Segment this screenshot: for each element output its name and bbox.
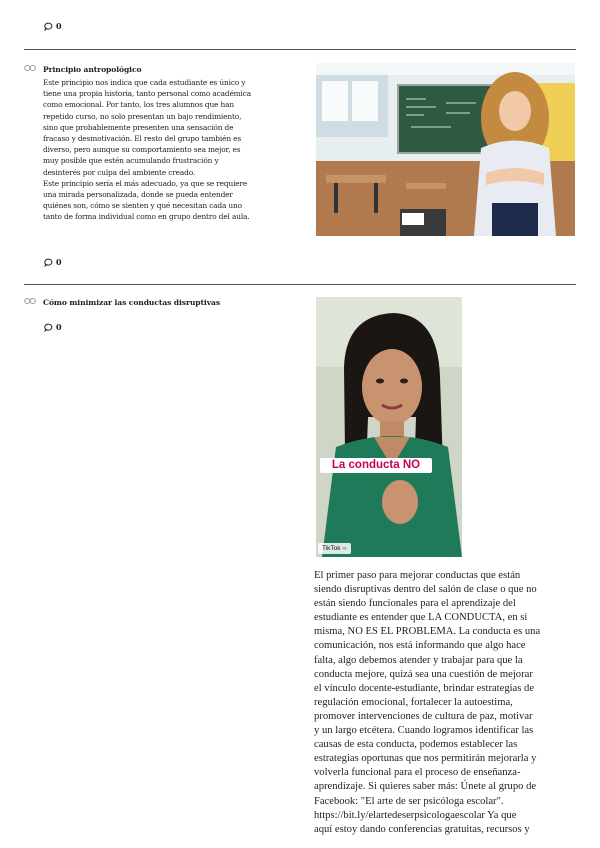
comment-counter-top[interactable]	[44, 21, 62, 31]
comment-icon	[44, 323, 53, 332]
section-divider	[24, 284, 576, 285]
video-thumbnail[interactable]	[316, 297, 462, 557]
comment-icon	[44, 22, 53, 31]
section-body: El primer paso para mejorar conductas que están siendo disruptivas dentro del salón de clase o que no están siendo funcionales para el aprendizaje del estudiante es entender que LA CONDUCTA, en si misma, NO ES EL PROBLEMA. La conducta es una comunicación, nos está informando que algo hace falta, algo debemos atender y trabajar para que la conducta mejore, quizá sea una cuestión de mejorar el vínculo docente-estudiante, brindar estrategias de regulación emocional, fortalecer la autoestima, promover intervenciones de cultura de paz, motivar y un largo etcétera. Cuando logramos identificar las causas de esta conducta, podemos establecer las estrategias oportunas que nos permitirán mejorarla y volverla funcional para el proceso de enseñanza- aprendizaje. Si quieres saber más: Únete al grupo de Facebook: "El arte de ser psicóloga escolar". https://bit.ly/elartedeserpsicologaescolar Ya que aquí estoy dando conferencias gratuitas, recursos y	[314, 570, 541, 835]
comment-counter[interactable]	[44, 322, 62, 332]
tiktok-badge	[318, 543, 351, 554]
comment-icon	[44, 258, 53, 267]
link-icon[interactable]	[24, 297, 36, 305]
video-caption: La conducta NO	[320, 458, 432, 473]
section-body: Este principio nos indica que cada estudiante es único y tiene una propia historia, tanto personal como académica como emocional. Por tanto, los tres alumnos que han repetido curso, no solo presentan un bajo rendimiento, sino que probablemente presenten una sensación de fracaso y desmotivación. El resto del grupo también es diverso, pero aunque su comportamiento sea mejor, es muy posible que estén acumulando frustración y desinterés por culpa del ambiente creado. Este principio sería el más adecuado, ya que se requiere una mirada personalizada, donde se pueda entender quiénes son, cómo se sienten y qué necesitan cada uno tanto de forma individual como en grupo dentro del aula.	[43, 78, 252, 222]
tiktok-label: TikTok	[322, 545, 341, 552]
section-title: Cómo minimizar las conductas disruptivas	[43, 298, 221, 307]
comment-count: 0	[56, 257, 62, 267]
comment-counter[interactable]	[44, 257, 62, 267]
link-icon[interactable]	[24, 64, 36, 72]
tiktok-logo-icon: ∞	[342, 546, 347, 552]
comment-count: 0	[56, 21, 62, 31]
classroom-photo	[316, 63, 575, 236]
section-divider	[24, 49, 576, 50]
section-title: Principio antropológico	[43, 65, 142, 74]
comment-count: 0	[56, 322, 62, 332]
